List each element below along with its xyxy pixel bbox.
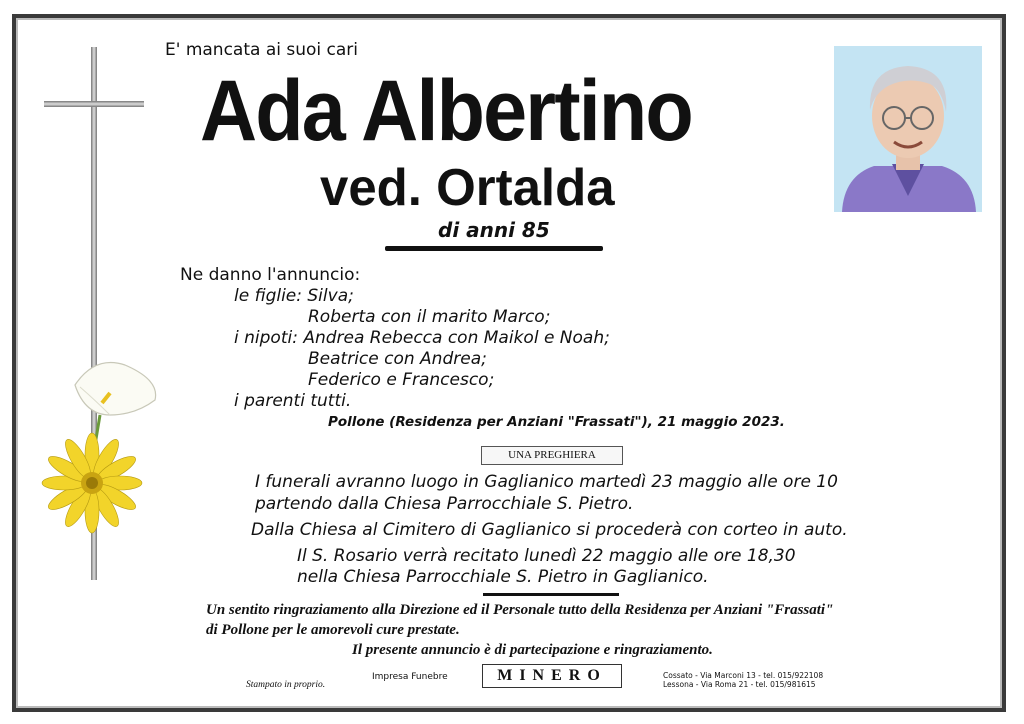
funeral-line: Il S. Rosario verrà recitato lunedì 22 maggio alle ore 18,30 [297,546,796,566]
funeral-line: partendo dalla Chiesa Parrocchiale S. Pietro. [255,494,634,514]
company-logo: MINERO [482,664,622,688]
widow-of: ved. Ortalda [320,159,615,217]
intro-text: E' mancata ai suoi cari [165,40,359,60]
thanks-line: Un sentito ringraziamento alla Direzione ed il Personale tutto della Residenza per Anziani "Frassati" [206,602,834,618]
thanks-line: Il presente annuncio è di partecipazione e ringraziamento. [352,642,713,658]
relative-line: Beatrice con Andrea; [308,349,487,369]
cross-horizontal [44,101,144,107]
thanks-line: di Pollone per le amorevoli cure prestate. [206,622,460,638]
printed-note: Stampato in proprio. [246,680,326,690]
funeral-line: I funerali avranno luogo in Gaglianico martedì 23 maggio alle ore 10 [255,472,838,492]
portrait-icon [834,46,982,212]
relative-line: i nipoti: Andrea Rebecca con Maikol e Noah; [234,328,610,348]
portrait-photo [834,46,982,212]
announcement-title: Ne danno l'annuncio: [180,265,361,285]
relative-line: Roberta con il marito Marco; [308,307,551,327]
age-divider [385,246,603,251]
company-address: Lessona - Via Roma 21 - tel. 015/981615 [663,680,816,689]
deceased-age: di anni 85 [438,218,550,242]
company-label: Impresa Funebre [372,672,448,682]
funeral-divider [483,593,619,596]
funeral-line: Dalla Chiesa al Cimitero di Gaglianico si procederà con corteo in auto. [251,520,848,540]
relative-line: Federico e Francesco; [308,370,495,390]
prayer-box: UNA PREGHIERA [481,446,623,465]
company-address: Cossato - Via Marconi 13 - tel. 015/922108 [663,671,824,680]
funeral-line: nella Chiesa Parrocchiale S. Pietro in Gaglianico. [297,567,709,587]
relative-line: i parenti tutti. [234,391,352,411]
calla-lily-and-daisy-icon [40,355,165,535]
deceased-name: Ada Albertino [200,63,692,159]
relative-line: le figlie: Silva; [234,286,354,306]
place-date: Pollone (Residenza per Anziani "Frassati"), 21 maggio 2023. [328,414,785,430]
